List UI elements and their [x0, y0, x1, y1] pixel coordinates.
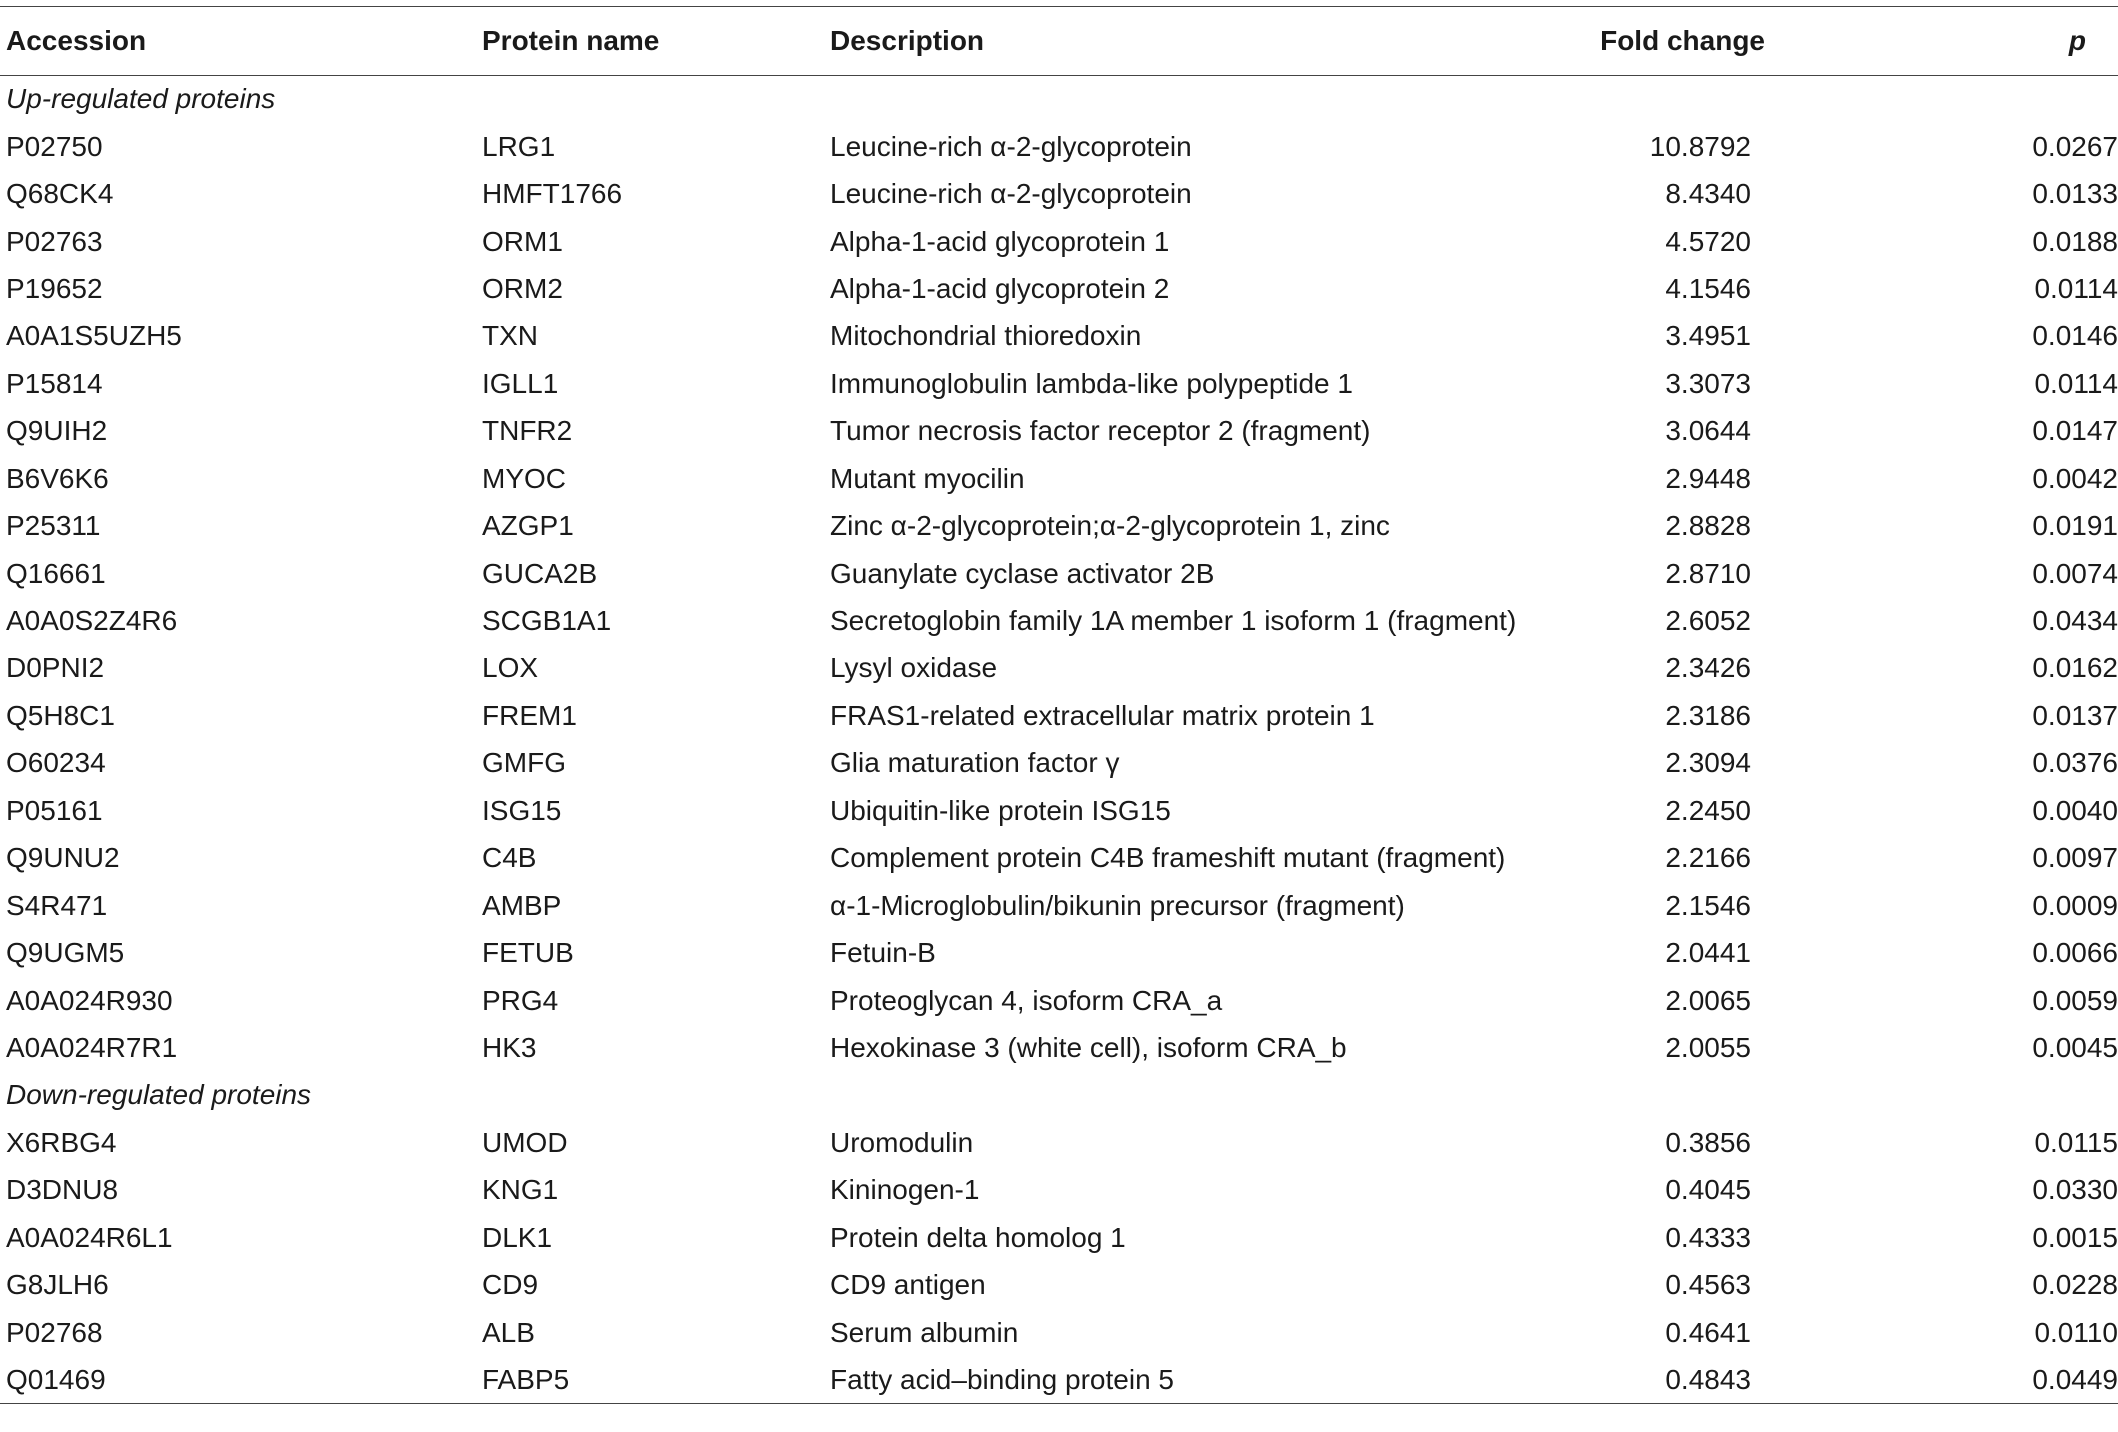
table-row [0, 1356, 2118, 1403]
accession-cell: P19652 [6, 272, 103, 304]
accession-cell: P15814 [6, 367, 103, 399]
p-value-cell: 0.0376 [2032, 747, 2118, 779]
fold-change-cell: 3.4951 [1665, 320, 1751, 352]
accession-cell: A0A0S2Z4R6 [6, 605, 178, 637]
table-row [0, 1309, 2118, 1356]
accession-cell: P02750 [6, 130, 103, 162]
description-cell: Alpha-1-acid glycoprotein 2 [830, 272, 1170, 304]
p-value-cell: 0.0115 [2034, 1126, 2118, 1158]
table-header [0, 7, 2118, 76]
p-value-cell: 0.0042 [2032, 462, 2118, 494]
description-cell: Alpha-1-acid glycoprotein 1 [830, 225, 1170, 257]
p-value-cell: 0.0267 [2032, 130, 2118, 162]
table-row [0, 740, 2118, 787]
p-value-cell: 0.0228 [2032, 1269, 2118, 1301]
p-value-cell: 0.0009 [2032, 889, 2118, 921]
protein-name-cell: LRG1 [482, 130, 556, 162]
protein-name-cell: FABP5 [482, 1363, 570, 1395]
fold-change-cell: 0.4563 [1665, 1269, 1751, 1301]
accession-cell: A0A024R7R1 [6, 1031, 178, 1063]
p-value-cell: 0.0059 [2032, 984, 2118, 1016]
table-row [0, 123, 2118, 170]
p-value-cell: 0.0066 [2032, 937, 2118, 969]
table-row [0, 1167, 2118, 1214]
accession-cell: P25311 [6, 510, 101, 542]
fold-change-cell: 0.4045 [1665, 1174, 1751, 1206]
table-row [0, 787, 2118, 834]
table-row [0, 882, 2118, 929]
fold-change-cell: 2.2450 [1665, 794, 1751, 826]
table-row [0, 170, 2118, 217]
header-description: Description [830, 25, 985, 56]
fold-change-cell: 3.0644 [1665, 415, 1751, 447]
fold-change-cell: 8.4340 [1665, 178, 1751, 210]
protein-name-cell: ISG15 [482, 794, 562, 826]
p-value-cell: 0.0146 [2032, 320, 2118, 352]
p-value-cell: 0.0147 [2032, 415, 2118, 447]
description-cell: Leucine-rich α-2-glycoprotein [830, 130, 1192, 162]
protein-name-cell: GUCA2B [482, 557, 598, 589]
description-cell: Uromodulin [830, 1126, 974, 1158]
protein-name-cell: PRG4 [482, 984, 559, 1016]
fold-change-cell: 2.0065 [1665, 984, 1751, 1016]
p-value-cell: 0.0114 [2034, 272, 2118, 304]
protein-name-cell: C4B [482, 842, 537, 874]
group-label: Up-regulated proteins [6, 83, 276, 115]
accession-cell: Q01469 [6, 1363, 106, 1395]
accession-cell: Q9UGM5 [6, 937, 125, 969]
accession-cell: P02768 [6, 1316, 103, 1348]
protein-name-cell: ALB [482, 1316, 535, 1348]
protein-name-cell: AZGP1 [482, 510, 574, 542]
p-value-cell: 0.0097 [2032, 842, 2118, 874]
protein-name-cell: DLK1 [482, 1221, 553, 1253]
accession-cell: Q9UIH2 [6, 415, 108, 447]
protein-name-cell: ORM1 [482, 225, 563, 257]
accession-cell: Q5H8C1 [6, 699, 115, 731]
fold-change-cell: 4.1546 [1665, 272, 1751, 304]
table-row [0, 502, 2118, 549]
table-row [0, 1214, 2118, 1261]
description-cell: Tumor necrosis factor receptor 2 (fragment) [830, 415, 1371, 447]
table-row [0, 977, 2118, 1024]
description-cell: CD9 antigen [830, 1269, 986, 1301]
protein-name-cell: MYOC [482, 462, 566, 494]
description-cell: Complement protein C4B frameshift mutant (fragment) [830, 842, 1506, 874]
protein-name-cell: IGLL1 [482, 367, 559, 399]
table-row [0, 692, 2118, 739]
fold-change-cell: 0.4333 [1665, 1221, 1751, 1253]
table-row [0, 265, 2118, 312]
protein-name-cell: HMFT1766 [482, 178, 623, 210]
description-cell: Hexokinase 3 (white cell), isoform CRA_b [830, 1031, 1347, 1063]
header-accession: Accession [6, 25, 147, 56]
header-row [0, 7, 2118, 76]
accession-cell: X6RBG4 [6, 1126, 117, 1158]
protein-name-cell: ORM2 [482, 272, 563, 304]
description-cell: Mitochondrial thioredoxin [830, 320, 1142, 352]
header-p-value: p [2068, 25, 2086, 56]
header-fold-change: Fold change [1600, 25, 1765, 56]
protein-name-cell: LOX [482, 652, 539, 684]
table-row [0, 408, 2118, 455]
table-row [0, 1024, 2118, 1071]
protein-table [0, 6, 2118, 1404]
accession-cell: S4R471 [6, 889, 108, 921]
fold-change-cell: 2.8828 [1665, 510, 1751, 542]
protein-name-cell: TNFR2 [482, 415, 573, 447]
table-row [0, 313, 2118, 360]
protein-name-cell: CD9 [482, 1269, 539, 1301]
description-cell: Leucine-rich α-2-glycoprotein [830, 178, 1192, 210]
fold-change-cell: 2.9448 [1665, 462, 1751, 494]
fold-change-cell: 2.0441 [1665, 937, 1751, 969]
p-value-cell: 0.0188 [2032, 225, 2118, 257]
description-cell: Fetuin-B [830, 937, 936, 969]
fold-change-cell: 2.3426 [1665, 652, 1751, 684]
p-value-cell: 0.0040 [2032, 794, 2118, 826]
table-row [0, 550, 2118, 597]
description-cell: Lysyl oxidase [830, 652, 998, 684]
fold-change-cell: 2.2166 [1665, 842, 1751, 874]
p-value-cell: 0.0330 [2032, 1174, 2118, 1206]
accession-cell: G8JLH6 [6, 1269, 109, 1301]
protein-name-cell: FETUB [482, 937, 574, 969]
table-row [0, 1261, 2118, 1308]
fold-change-cell: 2.1546 [1665, 889, 1751, 921]
description-cell: α-1-Microglobulin/bikunin precursor (fragment) [830, 889, 1405, 921]
description-cell: Mutant myocilin [830, 462, 1025, 494]
group-label: Down-regulated proteins [6, 1079, 312, 1111]
fold-change-cell: 3.3073 [1665, 367, 1751, 399]
fold-change-cell: 0.3856 [1665, 1126, 1751, 1158]
p-value-cell: 0.0191 [2032, 510, 2118, 542]
table-row [0, 597, 2118, 644]
p-value-cell: 0.0449 [2032, 1363, 2118, 1395]
protein-name-cell: FREM1 [482, 699, 577, 731]
accession-cell: A0A1S5UZH5 [6, 320, 182, 352]
protein-name-cell: KNG1 [482, 1174, 559, 1206]
fold-change-cell: 2.8710 [1665, 557, 1751, 589]
accession-cell: Q9UNU2 [6, 842, 120, 874]
group-header-row [0, 1072, 2118, 1119]
table-row [0, 1119, 2118, 1166]
description-cell: Protein delta homolog 1 [830, 1221, 1126, 1253]
p-value-cell: 0.0110 [2034, 1316, 2118, 1348]
protein-name-cell: AMBP [482, 889, 562, 921]
description-cell: Serum albumin [830, 1316, 1019, 1348]
accession-cell: P05161 [6, 794, 103, 826]
fold-change-cell: 10.8792 [1649, 130, 1751, 162]
accession-cell: O60234 [6, 747, 106, 779]
table-row [0, 929, 2118, 976]
table-row [0, 218, 2118, 265]
protein-name-cell: UMOD [482, 1126, 568, 1158]
protein-name-cell: TXN [482, 320, 538, 352]
description-cell: Fatty acid–binding protein 5 [830, 1363, 1174, 1395]
accession-cell: B6V6K6 [6, 462, 109, 494]
accession-cell: D3DNU8 [6, 1174, 119, 1206]
fold-change-cell: 4.5720 [1665, 225, 1751, 257]
p-value-cell: 0.0114 [2034, 367, 2118, 399]
fold-change-cell: 0.4641 [1665, 1316, 1751, 1348]
description-cell: Ubiquitin-like protein ISG15 [830, 794, 1171, 826]
protein-table-container [0, 6, 2118, 1404]
fold-change-cell: 2.3094 [1665, 747, 1751, 779]
protein-name-cell: HK3 [482, 1031, 537, 1063]
description-cell: Immunoglobulin lambda-like polypeptide 1 [830, 367, 1353, 399]
accession-cell: Q16661 [6, 557, 106, 589]
table-row [0, 455, 2118, 502]
table-row [0, 835, 2118, 882]
p-value-cell: 0.0434 [2032, 605, 2118, 637]
accession-cell: D0PNI2 [6, 652, 105, 684]
accession-cell: A0A024R930 [6, 984, 173, 1016]
p-value-cell: 0.0137 [2032, 699, 2118, 731]
p-value-cell: 0.0074 [2032, 557, 2118, 589]
accession-cell: Q68CK4 [6, 178, 114, 210]
protein-name-cell: GMFG [482, 747, 566, 779]
table-row [0, 645, 2118, 692]
fold-change-cell: 2.3186 [1665, 699, 1751, 731]
header-protein-name: Protein name [482, 25, 660, 56]
description-cell: Kininogen-1 [830, 1174, 980, 1206]
p-value-cell: 0.0045 [2032, 1031, 2118, 1063]
p-value-cell: 0.0162 [2032, 652, 2118, 684]
description-cell: Zinc α-2-glycoprotein;α-2-glycoprotein 1, zinc [830, 510, 1390, 542]
protein-name-cell: SCGB1A1 [482, 605, 612, 637]
p-value-cell: 0.0133 [2032, 178, 2118, 210]
table-row [0, 360, 2118, 407]
description-cell: Secretoglobin family 1A member 1 isoform 1 (fragment) [830, 605, 1517, 637]
accession-cell: P02763 [6, 225, 103, 257]
p-value-cell: 0.0015 [2032, 1221, 2118, 1253]
fold-change-cell: 2.6052 [1665, 605, 1751, 637]
description-cell: FRAS1-related extracellular matrix protein 1 [830, 699, 1375, 731]
table-body [0, 76, 2118, 1404]
fold-change-cell: 2.0055 [1665, 1031, 1751, 1063]
description-cell: Glia maturation factor γ [830, 747, 1120, 779]
description-cell: Guanylate cyclase activator 2B [830, 557, 1215, 589]
accession-cell: A0A024R6L1 [6, 1221, 173, 1253]
group-header-row [0, 76, 2118, 123]
description-cell: Proteoglycan 4, isoform CRA_a [830, 984, 1223, 1016]
fold-change-cell: 0.4843 [1665, 1363, 1751, 1395]
